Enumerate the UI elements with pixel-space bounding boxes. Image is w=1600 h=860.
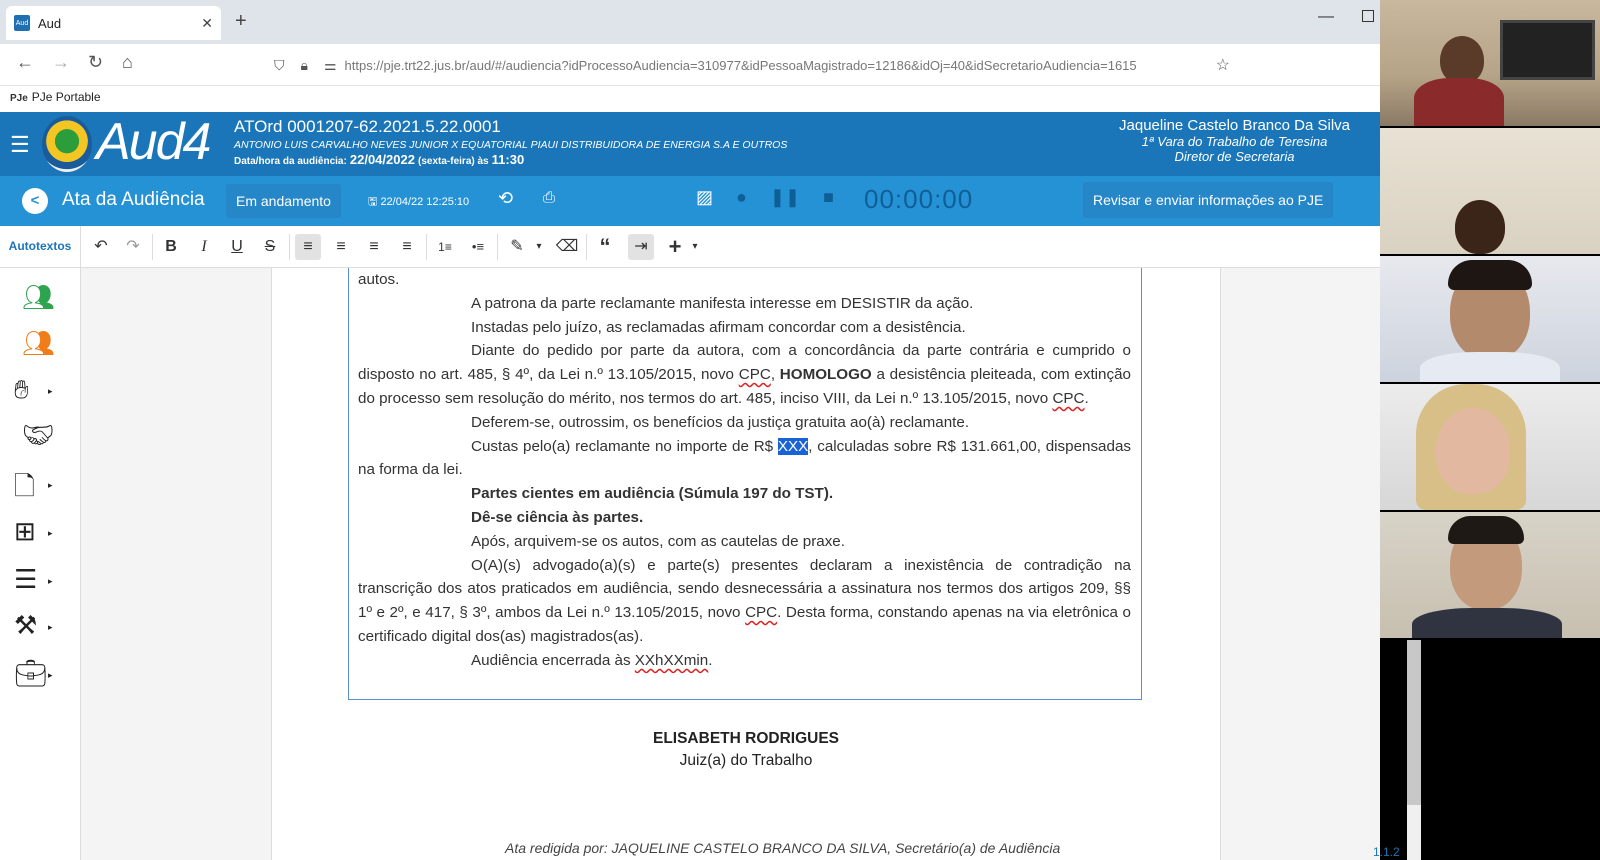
reload-icon[interactable]: ↻: [88, 52, 104, 72]
video-tile-participant[interactable]: [1380, 128, 1600, 254]
signer-role: Juiz(a) do Trabalho: [679, 752, 813, 769]
video-tile-participant[interactable]: [1380, 0, 1600, 126]
redo-icon[interactable]: ↷: [126, 238, 140, 255]
hand-icon[interactable]: ✋︎ ▸: [14, 374, 53, 404]
user-court: 1ª Vara do Trabalho de Teresina: [1141, 134, 1328, 149]
pause-icon[interactable]: ❚❚: [769, 187, 801, 207]
paragraph: Diante do pedido por parte da autora, com a concordância da parte contrária e cumprido o disposto no art. 485, § 4º, da Lei n.º 13.105/2015, novo CPC, HOMOLOGO a desistência pleiteada, com extinção do processo sem resolução do mérito, nos termos do art. 485, inciso VIII, da Lei n.º 13.105/2015, novo CPC.: [358, 342, 1131, 407]
people-orange-icon[interactable]: 👥︎: [22, 328, 56, 358]
video-tile-participant[interactable]: [1380, 512, 1600, 638]
hearing-datetime: Data/hora da audiência: 22/04/2022 (sexta-feira) às 11:30: [234, 152, 525, 167]
new-tab-button[interactable]: +: [235, 10, 247, 32]
paragraph: A patrona da parte reclamante manifesta interesse em DESISTIR da ação.: [471, 294, 974, 312]
underline-icon[interactable]: U: [231, 238, 243, 255]
bookmarks-bar: [0, 86, 1380, 112]
insert-plus-icon[interactable]: +: [668, 234, 682, 259]
chevron-down-icon[interactable]: ▾: [692, 241, 698, 252]
ata-header: [0, 176, 1380, 226]
paragraph: Dê-se ciência às partes.: [471, 508, 644, 526]
bold-icon[interactable]: B: [165, 238, 177, 255]
saved-timestamp: 🖫 22/04/22 12:25:10: [368, 196, 470, 208]
selected-text: XXX: [777, 437, 809, 455]
paragraph: Custas pelo(a) reclamante no importe de R$ XXX, calculadas sobre R$ 131.661,00, dispensadas na forma da lei.: [358, 437, 1131, 479]
camera-off-icon[interactable]: ▨: [696, 187, 714, 207]
list-icon[interactable]: ☰ ▸: [14, 564, 53, 594]
history-icon[interactable]: ⟲: [498, 188, 514, 208]
handshake-icon[interactable]: 🤝︎: [22, 420, 56, 450]
participant-body: [1414, 78, 1504, 126]
paragraph: Audiência encerrada às XXhXXmin.: [471, 651, 713, 669]
indent-icon[interactable]: ⇥: [628, 234, 654, 260]
signature-block: [271, 730, 1221, 770]
medical-kit-icon[interactable]: ⊞ ▸: [14, 516, 53, 546]
participant-hair: [1448, 260, 1532, 290]
paragraph: Após, arquivem-se os autos, com as cautelas de praxe.: [471, 532, 845, 550]
footer-text: Ata redigida por: JAQUELINE CASTELO BRANCO DA SILVA, Secretário(a) de Audiência: [505, 840, 1061, 856]
user-role: Diretor de Secretaria: [1174, 149, 1295, 164]
autotextos-button[interactable]: Autotextos: [0, 226, 81, 268]
home-icon[interactable]: ⌂: [122, 52, 133, 72]
video-tile-participant[interactable]: [1380, 256, 1600, 382]
italic-icon[interactable]: I: [201, 238, 207, 255]
status-badge: Em andamento: [226, 184, 341, 218]
eraser-icon[interactable]: ⌫: [555, 238, 579, 255]
process-parties: ANTONIO LUIS CARVALHO NEVES JUNIOR X EQUATORIAL PIAUI DISTRIBUIDORA DE ENERGIA S.A E OUTROS: [234, 139, 788, 151]
user-info: [1119, 117, 1350, 164]
ata-editor[interactable]: [348, 268, 1142, 700]
gavel-icon[interactable]: ⚒︎ ▸: [14, 610, 53, 640]
close-tab-icon[interactable]: ✕: [201, 14, 213, 31]
participant-head: [1455, 200, 1505, 254]
participant-head: [1440, 36, 1484, 84]
save-icon: 🖫: [368, 196, 381, 208]
highlight-icon[interactable]: ✎: [510, 238, 524, 255]
lock-icon[interactable]: 🔒︎: [300, 56, 308, 73]
chevron-down-icon[interactable]: ▾: [536, 241, 542, 252]
browser-navbar: [0, 44, 1380, 86]
url-text: https://pje.trt22.jus.br/aud/#/audiencia?idProcessoAudiencia=310977&idPessoaMagistrado=12186&idOj=40&idSecretarioAudiencia=1615: [344, 57, 1137, 73]
editor-toolbar: [0, 226, 1380, 268]
version-label: 1.1.2: [1373, 845, 1400, 859]
brasao-logo: [42, 116, 92, 172]
review-send-button[interactable]: Revisar e enviar informações ao PJE: [1083, 182, 1333, 218]
align-right-icon[interactable]: ≡: [402, 238, 412, 255]
address-bar[interactable]: [266, 50, 1238, 80]
stop-icon[interactable]: ■: [823, 187, 834, 207]
quote-icon[interactable]: “: [599, 234, 611, 259]
recording-timer: 00:00:00: [864, 184, 974, 214]
aud4-logo: Aud4: [96, 113, 210, 171]
app-header: [0, 112, 1380, 176]
restore-window-button[interactable]: [1362, 10, 1374, 22]
align-left-icon[interactable]: ≡: [336, 238, 346, 255]
browser-tabbar: [0, 0, 1380, 44]
paragraph: Instadas pelo juízo, as reclamadas afirmam concordar com a desistência.: [471, 318, 966, 336]
paragraph: autos.: [358, 271, 400, 288]
browser-tab[interactable]: [6, 6, 221, 40]
menu-icon[interactable]: ☰: [10, 132, 30, 157]
record-icon[interactable]: ●: [736, 187, 747, 207]
process-number: ATOrd 0001207-62.2021.5.22.0001: [234, 117, 501, 136]
paragraph: Deferem-se, outrossim, os benefícios da justiça gratuita ao(à) reclamante.: [471, 413, 970, 431]
numbered-list-icon[interactable]: 1≡: [438, 240, 452, 254]
participant-hair: [1448, 516, 1524, 544]
undo-icon[interactable]: ↶: [94, 238, 108, 255]
align-center-icon[interactable]: ≡: [369, 238, 379, 255]
shield-icon: ⛉: [274, 56, 285, 73]
back-button[interactable]: <: [22, 188, 48, 214]
left-sidebar: [0, 268, 81, 860]
forward-arrow-icon[interactable]: →: [52, 52, 70, 72]
recording-controls: [696, 187, 852, 208]
document-icon[interactable]: 🗋 ▸: [14, 471, 53, 501]
paragraph: Partes cientes em audiência (Súmula 197 do TST).: [471, 485, 834, 503]
video-tile-participant[interactable]: [1380, 384, 1600, 510]
align-justify-icon[interactable]: ≡: [295, 234, 321, 260]
bulleted-list-icon[interactable]: •≡: [471, 239, 485, 254]
paragraph: O(A)(s) advogado(a)(s) e parte(s) presentes declaram a inexistência de contradição na transcrição dos atos praticados em audiência, sendo desnecessária a assinatura nos termos dos artigos 209, §§ 1º e 2º, e 417, § 3º, ambos da Lei n.º 13.105/2015, novo CPC. Desta forma, constando apenas na via eletrônica o certificado digital dos(as) magistrados(as).: [358, 556, 1132, 645]
print-icon[interactable]: ⎙: [543, 189, 556, 206]
signer-name: ELISABETH RODRIGUES: [652, 730, 839, 747]
scrollbar-thumb[interactable]: [1407, 640, 1421, 805]
briefcase-icon[interactable]: 💼︎ ▸: [14, 658, 53, 688]
people-green-icon[interactable]: 👥︎: [22, 282, 56, 312]
strikethrough-icon[interactable]: S: [264, 238, 276, 255]
participant-body: [1412, 608, 1562, 638]
minimize-window-button[interactable]: —: [1318, 8, 1334, 25]
page-title: Ata da Audiência: [62, 189, 205, 210]
user-name: Jaqueline Castelo Branco Da Silva: [1119, 117, 1350, 134]
participant-body: [1420, 352, 1560, 382]
bookmark-star-icon[interactable]: ☆: [1215, 57, 1230, 74]
monitor: [1500, 20, 1595, 80]
bookmark-pje-portable[interactable]: PJe PJe Portable: [10, 90, 101, 104]
back-arrow-icon[interactable]: ←: [16, 52, 34, 72]
tab-title: Aud: [38, 15, 62, 31]
permissions-icon[interactable]: ⚌: [323, 56, 337, 73]
favicon-icon: Aud: [14, 15, 30, 31]
participant-head: [1436, 408, 1510, 494]
